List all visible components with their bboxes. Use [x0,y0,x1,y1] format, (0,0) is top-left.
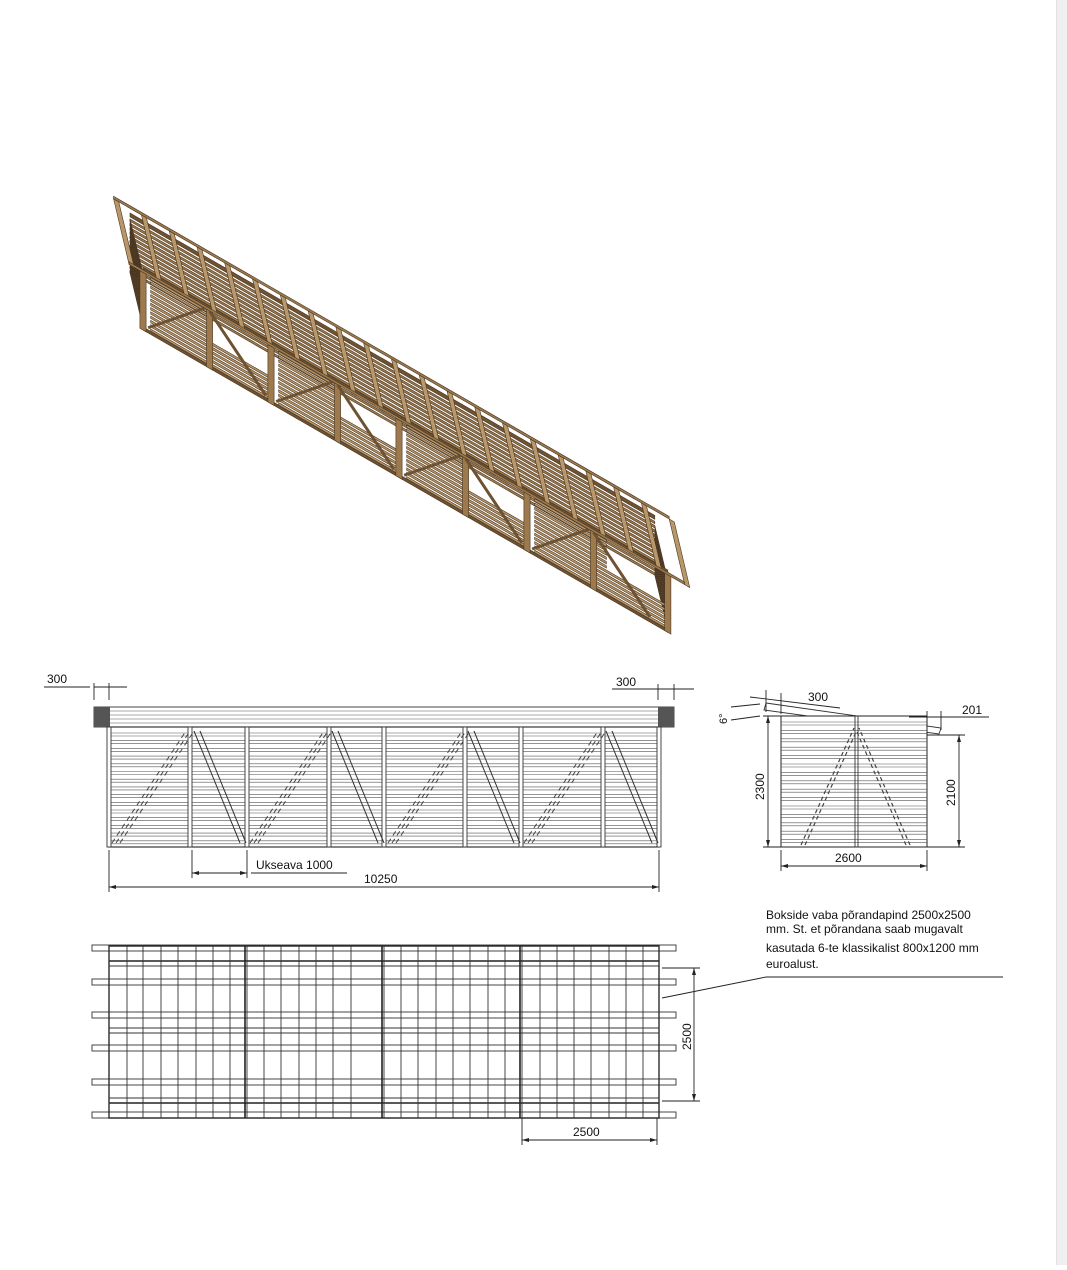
iso-back-slat [130,228,655,533]
floor-note: Bokside vaba põrandapind 2500x2500 mm. St. et põrandana saab mugavalt kasutada 6-te klassikalist 800x1200 mm euroalust. [766,908,979,971]
arrow [652,885,659,889]
dim-width: 2500 [680,1023,694,1050]
front-roof-end-right [658,707,674,727]
isometric-view [114,196,690,634]
arrow [192,871,199,875]
dim-height-back: 2100 [944,779,958,806]
note-leader [662,977,766,998]
front-post [245,727,249,847]
dim-depth: 2600 [835,851,862,865]
front-post [519,727,523,847]
iso-post [396,416,402,479]
front-post [657,727,661,847]
dim-overhang-right: 300 [616,675,637,689]
scrollbar-track[interactable] [1056,0,1067,1265]
front-roof-band [94,707,674,727]
arrow [109,885,116,889]
iso-post [665,571,671,634]
arrow [240,871,247,875]
plan-view [92,908,1003,1145]
dim-total-length: 10250 [364,872,398,886]
front-roof-end-left [94,707,110,727]
iso-roof-edge [129,262,685,585]
dim-overhang-front: 300 [808,690,829,704]
dim-angle-line [731,704,760,707]
front-post [327,727,331,847]
front-post [463,727,467,847]
iso-post [268,342,274,405]
plan-grid [109,946,659,1118]
side-elevation [718,690,989,871]
iso-back-slat [130,223,655,528]
front-post [107,727,111,847]
front-post [601,727,605,847]
dim-bay: 2500 [573,1125,600,1139]
dim-overhang-back: 201 [962,703,983,717]
dim-door: Ukseava 1000 [256,858,333,872]
iso-post [140,268,146,331]
front-post [382,727,386,847]
dim-height-front: 2300 [753,773,767,800]
dim-overhang-left: 300 [47,672,68,686]
iso-back-slat [130,219,655,524]
iso-post [524,490,530,553]
dim-angle: 6° [718,713,730,724]
front-elevation [44,672,694,892]
front-post [188,727,192,847]
dim-angle-line [731,716,760,720]
